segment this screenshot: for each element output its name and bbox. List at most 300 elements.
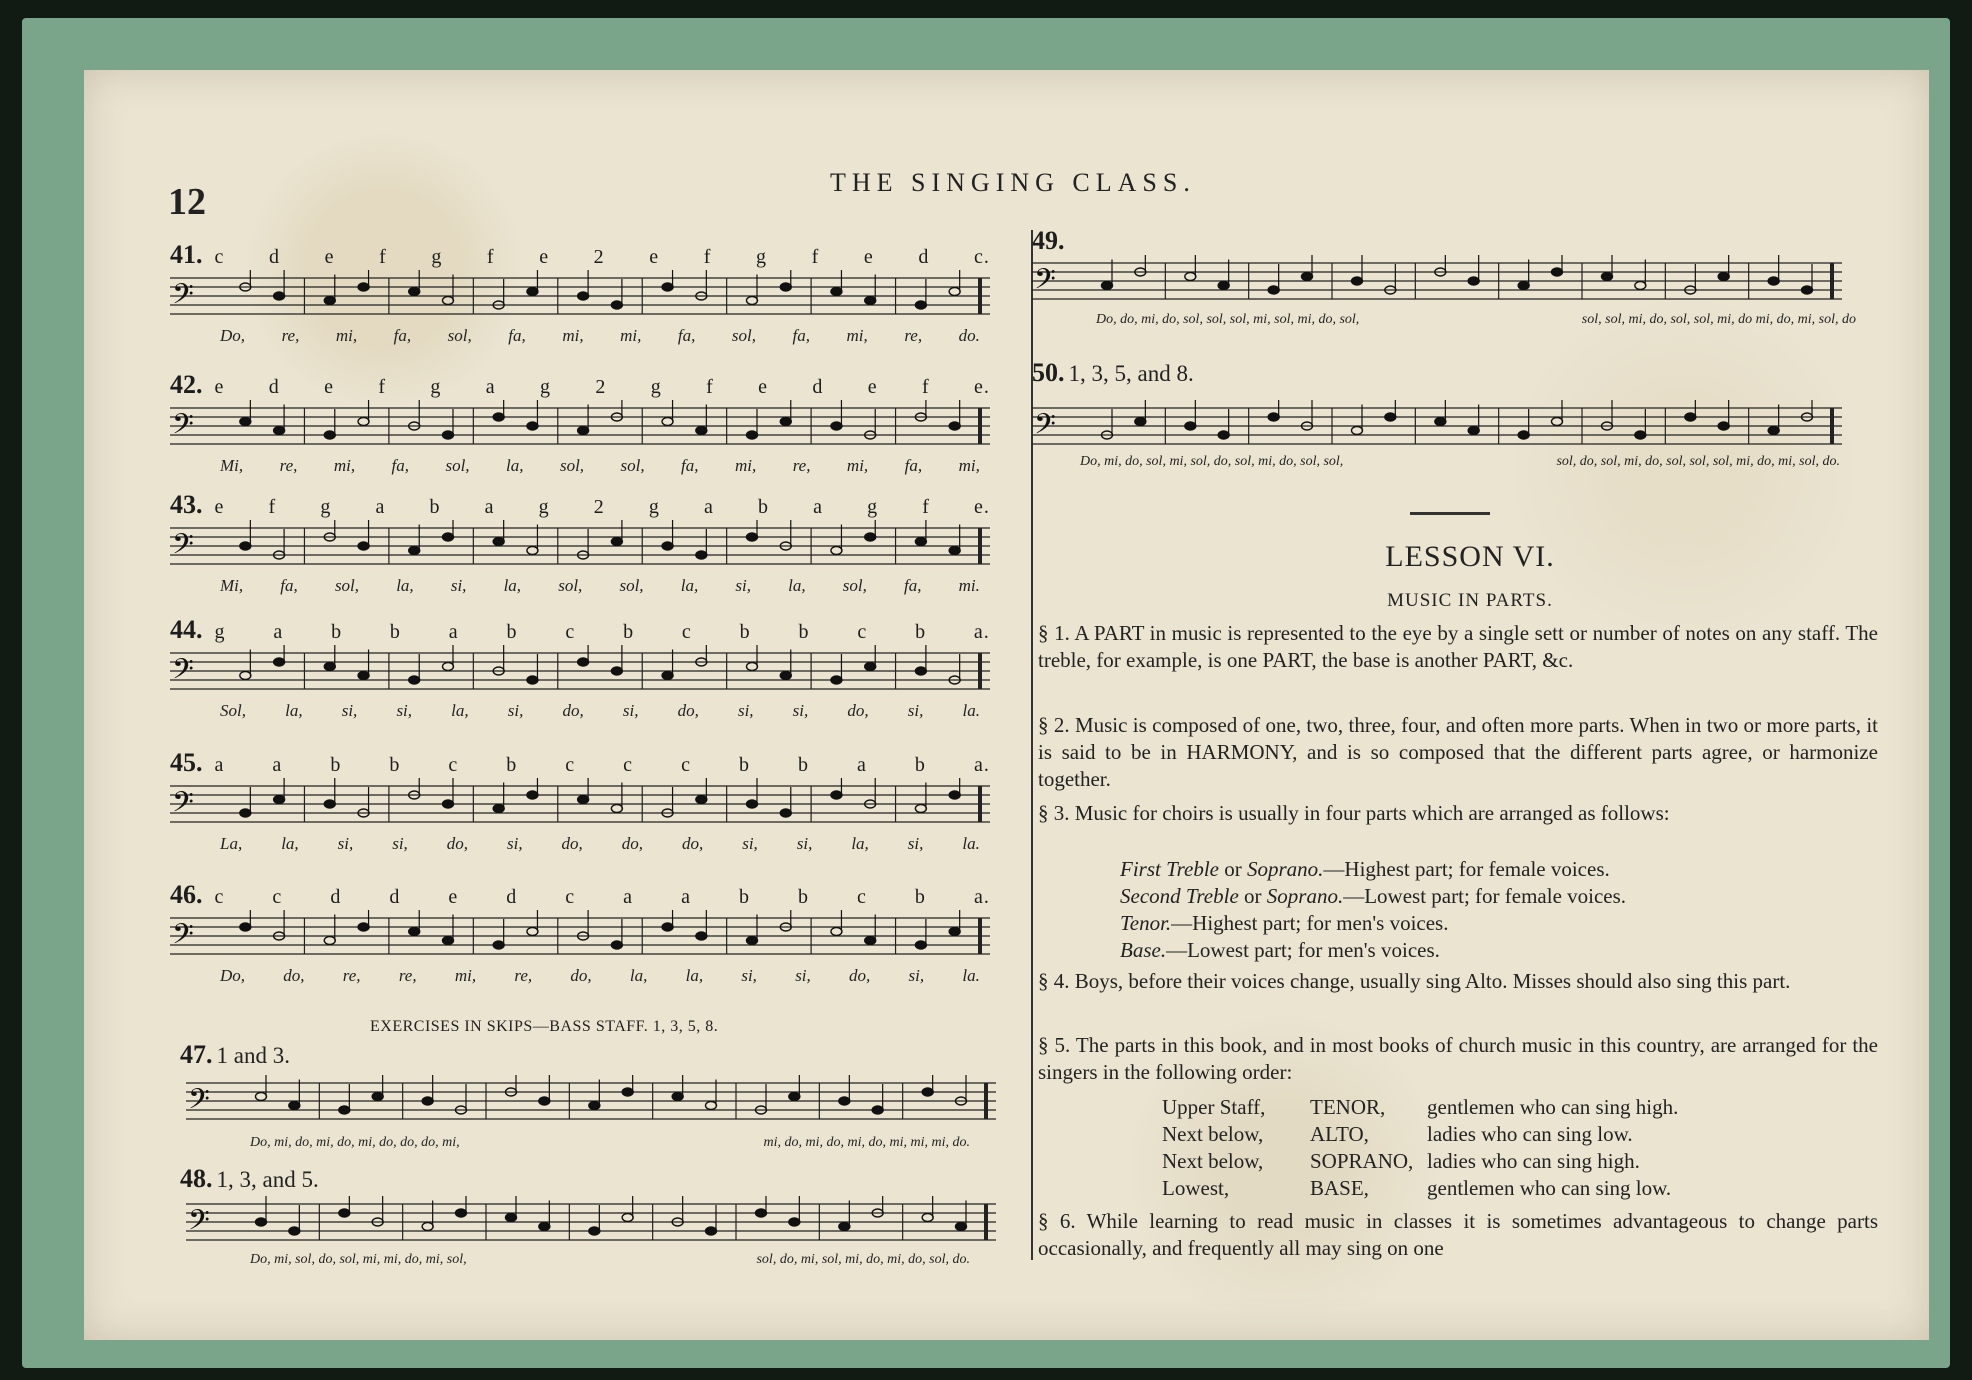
note-head <box>339 1106 350 1114</box>
note-head <box>274 658 285 666</box>
bass-clef-icon: 𝄢 <box>172 408 194 448</box>
syllable: mi, <box>846 326 868 345</box>
note-letter: e <box>863 246 874 268</box>
note-letter: e <box>867 376 878 398</box>
exercise-number: 44. <box>170 615 203 644</box>
note-head <box>240 418 251 426</box>
note-letters <box>215 886 991 909</box>
note-letter: a <box>623 886 634 908</box>
syllable: la, <box>281 834 299 853</box>
note-letter: a <box>214 754 225 776</box>
exercise-number: 46. <box>170 880 203 909</box>
note-head <box>1602 273 1613 281</box>
note-head <box>1185 422 1196 430</box>
order-row: Next below, SOPRANO, ladies who can sing high. <box>1162 1149 1640 1173</box>
note-head <box>1352 277 1363 285</box>
syllables-49: Do, do, mi, do, sol, sol, sol, mi, sol, mi, do, sol, sol, sol, mi, do, sol, sol, mi, do mi, do, mi, sol, do <box>1096 312 1856 327</box>
note-head <box>747 663 758 671</box>
note-head <box>1635 282 1646 290</box>
syllable: fa, <box>677 326 696 345</box>
note-letter: a. <box>973 754 990 776</box>
note-head <box>578 427 589 435</box>
note-head <box>662 672 673 680</box>
note-letter: b <box>506 754 518 776</box>
syllable: si, <box>392 834 408 853</box>
note-letter: c <box>623 754 634 776</box>
note-head <box>662 542 673 550</box>
note-letter: g <box>430 376 442 398</box>
syllable: re, <box>792 456 811 475</box>
exercise-number: 48. <box>180 1164 213 1193</box>
note-head <box>443 533 454 541</box>
voice-line: Second Treble or Soprano.—Lowest part; for female voices. <box>1120 884 1627 908</box>
note-head <box>696 427 707 435</box>
note-letter: a. <box>973 886 990 908</box>
note-head <box>289 1227 300 1235</box>
note-letter: d <box>268 246 280 268</box>
note-head <box>1268 413 1279 421</box>
syllable: si, <box>792 701 809 720</box>
note-head <box>756 1209 767 1217</box>
note-letter: e <box>214 496 225 518</box>
note-head <box>865 297 876 305</box>
note-head <box>240 542 251 550</box>
note-letter: d <box>330 886 342 908</box>
note-letter: b <box>739 621 751 643</box>
exercise-title: 1, 3, 5, and 8. <box>1068 361 1194 386</box>
note-letter: a <box>484 496 495 518</box>
note-head <box>1102 282 1113 290</box>
syllable: mi, <box>454 966 477 985</box>
note-letter: d <box>389 886 401 908</box>
note-head <box>915 805 926 813</box>
note-head <box>696 551 707 559</box>
syllable: mi, <box>333 456 356 475</box>
note-letter: c <box>681 754 691 776</box>
note-letter: e. <box>974 496 990 518</box>
exercise-41-heading <box>170 240 990 270</box>
note-head <box>1518 431 1529 439</box>
note-head <box>256 1093 267 1101</box>
syllable: do, <box>681 834 704 853</box>
note-letter: b <box>506 621 518 643</box>
note-letter: g <box>538 496 550 518</box>
order-row: Lowest, BASE, gentlemen who can sing low. <box>1162 1176 1672 1200</box>
note-head <box>539 1223 550 1231</box>
note-letter: a <box>273 621 284 643</box>
note-head <box>696 796 707 804</box>
note-head <box>1768 277 1779 285</box>
note-head <box>493 941 504 949</box>
note-letter: a <box>681 886 691 908</box>
syllable: mi, <box>335 326 358 345</box>
syllable: do, <box>561 834 583 853</box>
syllable: Do, <box>220 326 246 345</box>
exercise-48-heading <box>180 1164 319 1194</box>
note-head <box>611 667 622 675</box>
note-letter: e <box>214 376 225 398</box>
syllable: sol, <box>731 326 756 345</box>
note-letter: c. <box>973 246 990 268</box>
note-head <box>706 1227 717 1235</box>
note-letter: f <box>703 246 712 268</box>
syllable: re, <box>279 456 298 475</box>
syllable: si, <box>796 834 813 853</box>
syllable: si, <box>507 701 524 720</box>
staff-43 <box>170 520 1020 572</box>
note-head <box>839 1097 850 1105</box>
note-head <box>1352 427 1363 435</box>
note-head <box>1435 418 1446 426</box>
note-head <box>289 1102 300 1110</box>
syllable: fa, <box>681 456 699 475</box>
bass-clef-icon: 𝄢 <box>1034 408 1056 448</box>
solfege-syllables <box>220 966 980 986</box>
note-head <box>324 297 335 305</box>
note-head <box>324 800 335 808</box>
note-head <box>358 283 369 291</box>
staff-42 <box>170 400 1020 452</box>
syllable: La, <box>220 834 243 853</box>
note-letter: c <box>565 754 576 776</box>
note-head <box>324 431 335 439</box>
syllables-50: Do, mi, do, sol, mi, sol, do, sol, mi, do, sol, sol, sol, do, sol, mi, do, sol, sol, sol, mi, do, mi, sol, do. <box>1080 454 1840 469</box>
note-head <box>443 663 454 671</box>
note-head <box>780 809 791 817</box>
syllable: Mi, <box>220 576 244 595</box>
note-head <box>949 928 960 936</box>
exercise-number-49: 49. <box>1032 226 1065 255</box>
syllable: mi, <box>958 456 980 475</box>
staff-45 <box>170 778 1020 830</box>
syllable: la, <box>851 834 869 853</box>
note-head <box>240 672 251 680</box>
syllable: do, <box>283 966 305 985</box>
syllable: mi, <box>734 456 757 475</box>
note-head <box>422 1223 433 1231</box>
syllable: la, <box>506 456 524 475</box>
note-head <box>443 431 454 439</box>
syllable: si, <box>742 834 758 853</box>
note-head <box>915 538 926 546</box>
bass-clef-icon: 𝄢 <box>188 1083 210 1123</box>
note-letter: a <box>813 496 823 518</box>
exercise-number: 47. <box>180 1040 213 1069</box>
syllable: sol, <box>842 576 867 595</box>
note-head <box>493 413 504 421</box>
syllable: si, <box>741 966 757 985</box>
note-letter: f <box>486 246 495 268</box>
syllable: sol, <box>445 456 470 475</box>
note-head <box>865 533 876 541</box>
note-head <box>1185 273 1196 281</box>
note-head <box>872 1106 883 1114</box>
note-letter: g <box>214 621 226 643</box>
note-head <box>662 418 673 426</box>
note-head <box>256 1218 267 1226</box>
note-letter: a <box>857 754 867 776</box>
note-letters <box>215 496 991 519</box>
note-head <box>443 297 454 305</box>
note-head <box>831 547 842 555</box>
syllable: si, <box>622 701 639 720</box>
syllable: la, <box>285 701 303 720</box>
note-head <box>527 547 538 555</box>
note-head <box>1802 286 1813 294</box>
syllable: Sol, <box>220 701 246 720</box>
note-letter: c <box>214 886 225 908</box>
note-head <box>578 292 589 300</box>
note-head <box>1218 282 1229 290</box>
syllable: sol, <box>447 326 472 345</box>
note-letter: c <box>565 621 576 643</box>
syllable: re, <box>514 966 533 985</box>
note-head <box>324 663 335 671</box>
solfege-syllables <box>220 576 980 596</box>
note-letter: a <box>272 754 283 776</box>
note-head <box>1468 427 1479 435</box>
note-head <box>506 1214 517 1222</box>
syllable: la. <box>962 966 980 985</box>
note-letter: c <box>681 621 692 643</box>
lesson-title: LESSON VI. <box>1385 540 1555 573</box>
note-head <box>747 533 758 541</box>
note-letter: g <box>540 376 551 398</box>
bass-clef-icon: 𝄢 <box>188 1204 210 1244</box>
syllable: do, <box>446 834 469 853</box>
syllable: la. <box>962 834 980 853</box>
note-letter: a <box>448 621 459 643</box>
staff-49 <box>1032 255 1872 305</box>
skips-heading: EXERCISES IN SKIPS—BASS STAFF. 1, 3, 5, 8. <box>370 1018 719 1035</box>
syllable: la, <box>685 966 704 985</box>
note-head <box>1552 268 1563 276</box>
note-head <box>865 937 876 945</box>
note-letter: a <box>703 496 714 518</box>
note-head <box>696 932 707 940</box>
note-head <box>949 422 960 430</box>
note-head <box>915 941 926 949</box>
note-head <box>527 288 538 296</box>
note-letter: f <box>706 376 714 398</box>
note-head <box>1718 422 1729 430</box>
syllable: si, <box>337 834 354 853</box>
paragraph-2: § 2. Music is composed of one, two, three, four, and often more parts. When in two or more parts, it is said to be in HARMONY, and is so composed that the different parts agree, or harmonize together. <box>1038 713 1878 791</box>
note-head <box>747 937 758 945</box>
bass-clef-icon: 𝄢 <box>172 278 194 318</box>
note-head <box>1518 282 1529 290</box>
note-letter: b <box>914 886 926 908</box>
note-letter: a <box>375 496 386 518</box>
syllable: si, <box>907 701 924 720</box>
note-letter: e <box>649 246 660 268</box>
note-letters <box>215 621 991 644</box>
exercise-number: 45. <box>170 748 203 777</box>
syllable: re, <box>342 966 361 985</box>
note-head <box>831 422 842 430</box>
note-head <box>409 676 420 684</box>
syllable: sol, <box>619 576 644 595</box>
note-letter: a <box>485 376 496 398</box>
note-head <box>949 547 960 555</box>
bass-clef-icon: 𝄢 <box>172 528 194 568</box>
note-head <box>358 542 369 550</box>
note-letter: b <box>798 886 809 908</box>
note-letter: d <box>918 246 930 268</box>
syllables-47: Do, mi, do, mi, do, mi, do, do, do, mi, mi, do, mi, do, mi, do, mi, mi, mi, do. <box>250 1135 970 1150</box>
note-head <box>611 538 622 546</box>
note-letter: f <box>268 496 277 518</box>
note-letter: b <box>738 886 750 908</box>
note-head <box>1385 413 1396 421</box>
page-number: 12 <box>168 181 206 223</box>
staff-44 <box>170 645 1020 697</box>
exercise-45-heading <box>170 748 990 778</box>
staff-50 <box>1032 400 1872 450</box>
voice-line: Tenor.—Highest part; for men's voices. <box>1120 911 1449 935</box>
note-letter: c <box>857 886 867 908</box>
note-letter: 2 <box>595 376 607 398</box>
note-head <box>493 805 504 813</box>
note-head <box>780 283 791 291</box>
section-rule <box>1410 512 1490 515</box>
exercise-title: 1, 3, and 5. <box>216 1167 319 1192</box>
exercise-47-heading <box>180 1040 290 1070</box>
note-head <box>456 1209 467 1217</box>
note-letter: g <box>756 246 768 268</box>
note-head <box>839 1223 850 1231</box>
note-head <box>956 1223 967 1231</box>
note-head <box>831 791 842 799</box>
note-head <box>706 1102 717 1110</box>
note-letter: 2 <box>593 496 605 518</box>
note-letter: g <box>431 246 443 268</box>
note-head <box>240 809 251 817</box>
note-head <box>611 805 622 813</box>
note-head <box>622 1088 633 1096</box>
note-head <box>1302 273 1313 281</box>
paragraph-4: § 4. Boys, before their voices change, usually sing Alto. Misses should also sing this part. <box>1038 969 1791 993</box>
syllable: fa, <box>508 326 526 345</box>
note-head <box>527 928 538 936</box>
note-head <box>372 1093 383 1101</box>
note-letter: c <box>272 886 283 908</box>
note-letter: e <box>758 376 768 398</box>
staff-47 <box>186 1075 1026 1125</box>
note-head <box>422 1097 433 1105</box>
note-letter: b <box>798 754 809 776</box>
syllable: la. <box>962 701 980 720</box>
note-head <box>493 538 504 546</box>
note-head <box>1685 413 1696 421</box>
syllable: si, <box>907 834 924 853</box>
note-letter: c <box>565 886 576 908</box>
note-head <box>831 676 842 684</box>
solfege-syllables <box>220 701 980 721</box>
syllable: Mi, <box>220 456 244 475</box>
syllable: fa, <box>391 456 410 475</box>
note-head <box>865 663 876 671</box>
note-letter: b <box>757 496 769 518</box>
voice-line: First Treble or Soprano.—Highest part; for female voices. <box>1120 857 1610 881</box>
syllable: re, <box>904 326 923 345</box>
note-head <box>1768 427 1779 435</box>
note-letter: f <box>922 496 930 518</box>
exercise-43-heading <box>170 490 990 520</box>
note-head <box>578 658 589 666</box>
note-head <box>622 1214 633 1222</box>
syllable: do, <box>570 966 592 985</box>
syllable: re, <box>398 966 417 985</box>
syllable: si, <box>450 576 467 595</box>
voice-line: Base.—Lowest part; for men's voices. <box>1120 938 1440 962</box>
exercise-number: 50. <box>1032 358 1065 387</box>
note-head <box>443 937 454 945</box>
note-letter: c <box>857 621 868 643</box>
note-letter: e <box>539 246 550 268</box>
note-head <box>274 427 285 435</box>
note-head <box>831 288 842 296</box>
note-head <box>949 791 960 799</box>
syllable: la, <box>629 966 648 985</box>
note-head <box>1635 431 1646 439</box>
note-head <box>1468 277 1479 285</box>
syllable: si, <box>341 701 358 720</box>
note-head <box>747 431 758 439</box>
note-head <box>662 923 673 931</box>
note-letter: c <box>448 754 459 776</box>
note-letter: e <box>324 376 334 398</box>
note-head <box>662 283 673 291</box>
note-head <box>589 1102 600 1110</box>
note-head <box>915 301 926 309</box>
note-head <box>922 1214 933 1222</box>
note-letter: g <box>650 376 662 398</box>
syllable: la, <box>788 576 806 595</box>
exercise-42-heading <box>170 370 990 400</box>
solfege-syllables <box>220 834 980 854</box>
note-head <box>611 301 622 309</box>
note-head <box>358 923 369 931</box>
staff-46 <box>170 910 1020 962</box>
note-letter: b <box>389 754 401 776</box>
note-head <box>274 796 285 804</box>
note-head <box>949 288 960 296</box>
solfege-syllables <box>220 326 980 346</box>
syllable: do. <box>958 326 980 345</box>
note-letter: g <box>867 496 879 518</box>
note-letters <box>215 376 991 399</box>
syllable: fa, <box>393 326 412 345</box>
note-letter: g <box>320 496 332 518</box>
note-head <box>1718 273 1729 281</box>
note-head <box>1135 418 1146 426</box>
syllable: fa, <box>280 576 298 595</box>
note-letter: b <box>798 621 810 643</box>
syllable: la, <box>680 576 699 595</box>
note-head <box>789 1218 800 1226</box>
bass-clef-icon: 𝄢 <box>1034 263 1056 303</box>
syllable: mi, <box>620 326 642 345</box>
exercise-50-heading <box>1032 358 1194 388</box>
syllable: mi, <box>846 456 869 475</box>
syllable: fa, <box>792 326 810 345</box>
note-head <box>339 1209 350 1217</box>
syllable: do, <box>677 701 699 720</box>
syllables-48: Do, mi, sol, do, sol, mi, mi, do, mi, sol, sol, do, mi, sol, mi, do, mi, do, sol, do. <box>250 1252 970 1267</box>
note-letter: b <box>331 621 343 643</box>
exercise-number: 42. <box>170 370 203 399</box>
